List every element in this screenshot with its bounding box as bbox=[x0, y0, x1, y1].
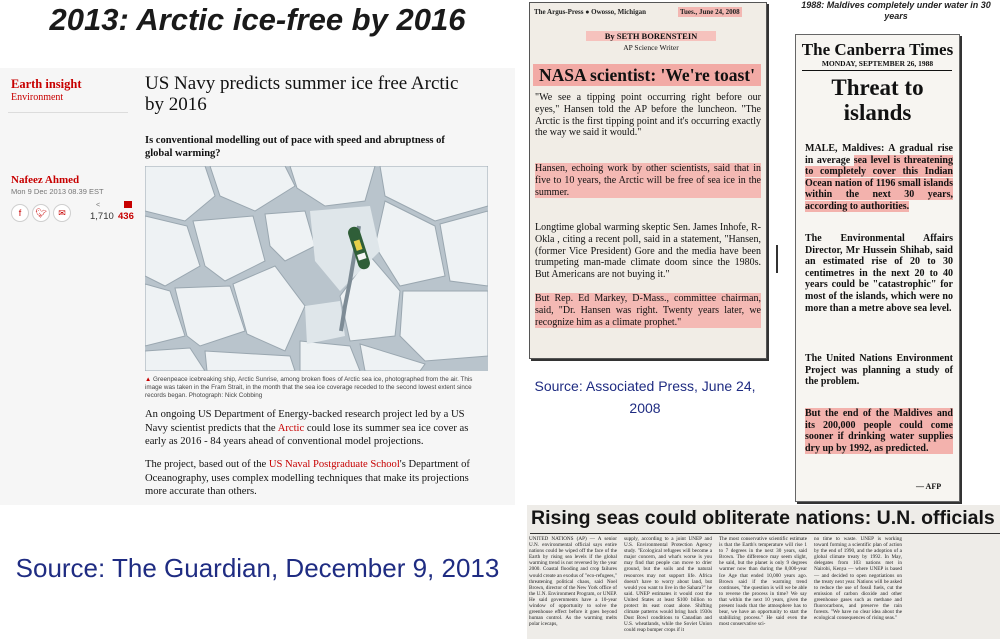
newspaper-date: MONDAY, SEPTEMBER 26, 1988 bbox=[821, 59, 934, 68]
newspaper-masthead: The Canberra Times bbox=[801, 40, 954, 59]
un-newspaper-clipping bbox=[527, 505, 1000, 639]
photo-caption-text: Greenpeace icebreaking ship, Arctic Sunrise, among broken floes of Arctic sea ice, photographed from the air. This image was taken in the Fram Strait, in the month that the sea ice coverage receded to the second lowest extent since records began. Photograph: Nick Cobbing bbox=[145, 376, 473, 399]
vertical-rule bbox=[776, 245, 778, 273]
highlighted-paragraph: But the end of the Maldives and its 200,000 people could come sooner if drinking water supplies dry up by 1992, as predicted. bbox=[805, 408, 953, 454]
clipping-paragraph: The Environmental Affairs Director, Mr Hussein Shihab, said an estimated rise of 20 to 30 centimetres in the next 20 to 40 years could be "catastrophic" for most of the islands, which were no more than a metre above sea level. bbox=[805, 233, 953, 314]
paragraph-text: 's Department of Oceanography, uses complex modelling techniques that make its projections more accurate than others. bbox=[145, 459, 470, 497]
ice-floes-image bbox=[145, 166, 488, 371]
byline: By SETH BORENSTEIN bbox=[586, 31, 716, 41]
twitter-share-icon[interactable]: 🐦︎ bbox=[32, 204, 50, 222]
article-headline: US Navy predicts summer ice free Arctic by 2016 bbox=[145, 73, 459, 115]
article-photo-arctic-ice bbox=[145, 166, 488, 371]
author-name[interactable]: Nafeez Ahmed bbox=[11, 174, 80, 186]
highlighted-paragraph: Hansen, echoing work by other scientists, said that in five to 10 years, the Arctic will be free of sea ice in the summer. bbox=[535, 163, 761, 198]
article-column: UNITED NATIONS (AP) — A senior U.N. environmental official says entire nations could be wiped off the face of the Earth by rising sea levels if the global warming trend is not reversed by the year 2000. Coastal flooding and crop failures would create an exodus of "eco-refugees," threatening political chaos, said Noel Brown, director of the New York office of the U.N. Environment Program, or UNEP. He said governments have a 10-year window of opportunity to solve the greenhouse effect before it goes beyond human control. As the warming melts polar icecaps, bbox=[529, 536, 617, 628]
highlighted-paragraph: But Rep. Ed Markey, D-Mass., committee chairman, said, "Dr. Hansen was right. Twenty years later, we recognize him as a climate prophet." bbox=[535, 293, 761, 328]
clipping-headline: Threat to islands bbox=[831, 75, 924, 125]
photo-caption bbox=[145, 376, 490, 400]
article-paragraph bbox=[145, 458, 490, 499]
paragraph-text: The project, based out of the bbox=[145, 459, 269, 470]
clipping-paragraph: "We see a tipping point occurring right before our eyes," Hansen told the AP before the luncheon. "The Arctic is the first tipping point and it's occurring exactly the way we said it would." bbox=[535, 92, 761, 139]
clipping-paragraph bbox=[805, 143, 953, 213]
subsection-label[interactable]: Environment bbox=[11, 92, 64, 103]
divider bbox=[8, 112, 128, 113]
agency-signoff: — AFP bbox=[916, 482, 942, 491]
article-column: The most conservative scientific estimate is that the Earth's temperature will rise 1 to 7 degrees in the next 30 years, said Brown. The difference may seem slight, he said, but the planet is only 9 degrees warmer now than during the 8,000-year Ice Age that ended 10,000 years ago. Brown said if the warming trend continues, "the question is will we be able to reverse the process in time? We say that within the next 10 years, given the present loads that the atmosphere has to bear, we have an opportunity to start the stabilizing process." He said even the most conservative sci- bbox=[719, 536, 807, 628]
email-share-icon[interactable]: ✉ bbox=[53, 204, 71, 222]
canberra-times-clipping bbox=[795, 34, 960, 502]
article-column: supply, according to a joint UNEP and U.S. Environmental Protection Agency study. "Ecological refugees will become a major concern, and what's worse is you may find that people can move to drier ground, but the soils and the natural resources may not support life. Africa doesn't have to worry about land, but would you want to live in the Sahara?" he said. UNEP estimates it would cost the United States at least $100 billion to protect its east coast alone. Shifting climate patterns would bring back 1930s Dust Bowl conditions to Canadian and U.S. wheatlands, while the Soviet Union could reap bumper crops if it bbox=[624, 536, 712, 634]
arctic-link[interactable]: Arctic bbox=[277, 422, 305, 434]
naval-postgraduate-school-link[interactable]: US Naval Postgraduate School bbox=[268, 459, 400, 470]
article-standfirst: Is conventional modelling out of pace with speed and abruptness of global warming? bbox=[145, 135, 445, 159]
guardian-article-screenshot bbox=[0, 68, 515, 505]
clipping-caption-maldives: 1988: Maldives completely under water in 30 years bbox=[801, 0, 991, 21]
article-date: Mon 9 Dec 2013 08.39 EST bbox=[11, 187, 104, 196]
caption-triangle-icon: ▲ bbox=[145, 376, 153, 383]
ap-newspaper-clipping bbox=[529, 2, 767, 359]
comment-count[interactable]: 436 bbox=[118, 211, 134, 222]
share-count-icon: < bbox=[96, 202, 101, 209]
paragraph-text: MALE, Maldives: A gradual rise in average bbox=[805, 143, 953, 166]
clipping-headline: Rising seas could obliterate nations: U.N. officials bbox=[531, 507, 995, 529]
divider bbox=[802, 70, 952, 71]
paragraph-text: could lose its summer sea ice cover as early as 2016 - 84 years ahead of conventional model projections. bbox=[145, 422, 469, 447]
newspaper-masthead: The Argus-Press ● Owosso, Michigan bbox=[534, 8, 647, 16]
source-caption-guardian: Source: The Guardian, December 9, 2013 bbox=[15, 553, 500, 583]
clipping-headline: NASA scientist: 'We're toast' bbox=[533, 64, 761, 86]
source-caption-ap: Source: Associated Press, June 24, 2008 bbox=[534, 378, 756, 416]
divider bbox=[530, 533, 1000, 534]
clipping-paragraph: The United Nations Environment Project was planning a study of the problem. bbox=[805, 353, 953, 388]
section-label[interactable]: Earth insight bbox=[11, 77, 82, 91]
byline-role: AP Science Writer bbox=[623, 43, 679, 52]
article-column: no time to waste. UNEP is working toward forming a scientific plan of action by the end of 1990, and the adoption of a global climate treaty by 1992. In May, delegates from 103 nations met in Nairobi, Kenya — where UNEP is based — and decided to open negotiations on the treaty next year. Nations will be asked to reduce the use of fossil fuels, cut the emission of carbon dioxide and other greenhouse gases such as methane and fluorocarbons, and preserve the rain forests. "We have no clear idea about the ecological consequences of rising seas." bbox=[814, 536, 902, 622]
share-count: 1,710 bbox=[90, 211, 114, 222]
highlighted-text: sea level is threatening to completely cover this Indian Ocean nation of 1196 small islands within the next 30 years, according to authorities. bbox=[805, 154, 953, 212]
paragraph-text: An ongoing US Department of Energy-backed research project led by a US Navy scientist predicts that the bbox=[145, 409, 465, 434]
page-title: 2013: Arctic ice-free by 2016 bbox=[49, 2, 466, 37]
newspaper-date: Tues., June 24, 2008 bbox=[680, 8, 740, 16]
article-paragraph bbox=[145, 408, 490, 449]
facebook-share-icon[interactable]: f bbox=[11, 204, 29, 222]
clipping-paragraph: Longtime global warming skeptic Sen. James Inhofe, R-Okla , citing a recent poll, said in a statement, "Hansen, (former Vice President) Gore and the media have been trumpeting man-made climate doom since the 1980s. But Americans are not buying it." bbox=[535, 222, 761, 281]
comment-icon[interactable] bbox=[124, 201, 132, 208]
